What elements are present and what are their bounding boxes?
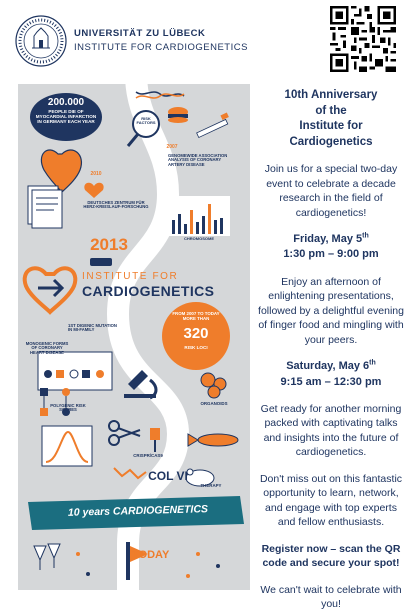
colvi-label: COL VI [148,469,188,483]
monogenic-label: MONOGENIC FORMS OF CORONARY HEART DISEASE [25,341,69,355]
loci-text: FROM 2007 TO TODAY MORE THAN [172,311,220,321]
loci-label: RISK LOCI [184,345,208,350]
saturday-day: Saturday, May 6 [286,360,370,373]
year-2013: 2013 [90,235,128,254]
stat-text: PEOPLE DIE OF MYOCARDIAL INFARCTION IN GERMANY EACH YEAR [35,109,97,124]
today-label: TODAY [132,549,170,561]
closing-text: Don't miss out on this fantastic opportunity to learn, network, and engage with top experts and fellow enthusiasts. [259,472,403,529]
banner-text: 10 years CARDIOGENETICS [67,503,209,519]
organoid-icon [201,373,215,387]
scissors-icon [109,421,119,431]
year-2010: 2010 [90,171,102,177]
saturday-sup: th [369,359,376,367]
title-line-4: Cardiogenetics [289,135,373,148]
loci-number: 320 [183,325,209,342]
register-cta: Register now – scan the QR code and secure your spot! [261,542,401,570]
title-line-1: 10th Anniversary [284,89,378,101]
final-text: We can't wait to celebrate with you! [260,583,402,611]
university-name: UNIVERSITÄT ZU LÜBECK [74,28,206,39]
polygenic-label: POLYGENIC RISK SCORES [50,403,86,413]
cardiogenetics-word: CARDIOGENETICS [82,283,215,299]
friday-day: Friday, May 5 [293,233,363,245]
event-info [256,88,406,612]
dzhk-heart-icon [84,183,103,198]
saturday-schedule [256,359,406,390]
header [0,0,416,82]
institute-name: INSTITUTE FOR CARDIOGENETICS [74,42,248,53]
title-line-3: Institute for [299,120,363,133]
pipette-icon [150,428,160,440]
title-line-2: of the [315,104,347,117]
champagne-icon [34,546,46,560]
anniversary-poster [18,84,250,590]
therapy-label: THERAPY [200,483,222,488]
intro-text: Join us for a special two-day event to celebrate a decade research in the field of cardiogenetics! [264,163,398,219]
saturday-time: 9:15 am – 12:30 pm [280,375,382,388]
mutation-label: 1ST DIGENIC MUTATION IN MI-FAMILY [68,323,117,333]
event-title [256,88,406,150]
institute-word: INSTITUTE FOR [82,271,179,282]
qr-code-icon[interactable] [330,6,396,72]
gwas-label: GENOMEWIDE ASSOCIATION ANALYSIS OF CORONARY ARTERY DISEASE [168,153,228,167]
organoids-label: ORGANOIDS [200,401,228,406]
stat-number: 200.000 [47,97,85,108]
dzhk-label: DEUTSCHES ZENTRUM FÜR HERZ-KREISLAUF-FORSCHUNG [83,200,149,210]
friday-text: Enjoy an afternoon of enlightening presentations, followed by a delightful evening of finger food and mingling with your peers. [258,275,404,346]
saturday-text: Get ready for another morning packed with captivating talks and insights into the future of cardiogenetics. [260,402,402,459]
crispr-label: CRISPR/CAS9 [133,453,163,458]
cigarette-icon [197,119,228,137]
chromosome-label: CHROMOSOME [184,236,214,241]
year-2007: 2007 [166,144,178,150]
friday-sup: th [362,232,369,240]
risk-factors-label: RISK FACTORS [136,116,156,126]
institute-logo-icon [25,268,76,312]
friday-time: 1:30 pm – 9:00 pm [283,248,379,261]
friday-schedule [256,232,406,263]
university-seal-icon [14,14,68,68]
zebrafish-icon [198,434,238,446]
molecule-icon [114,468,146,478]
ihb-badge [90,258,112,266]
